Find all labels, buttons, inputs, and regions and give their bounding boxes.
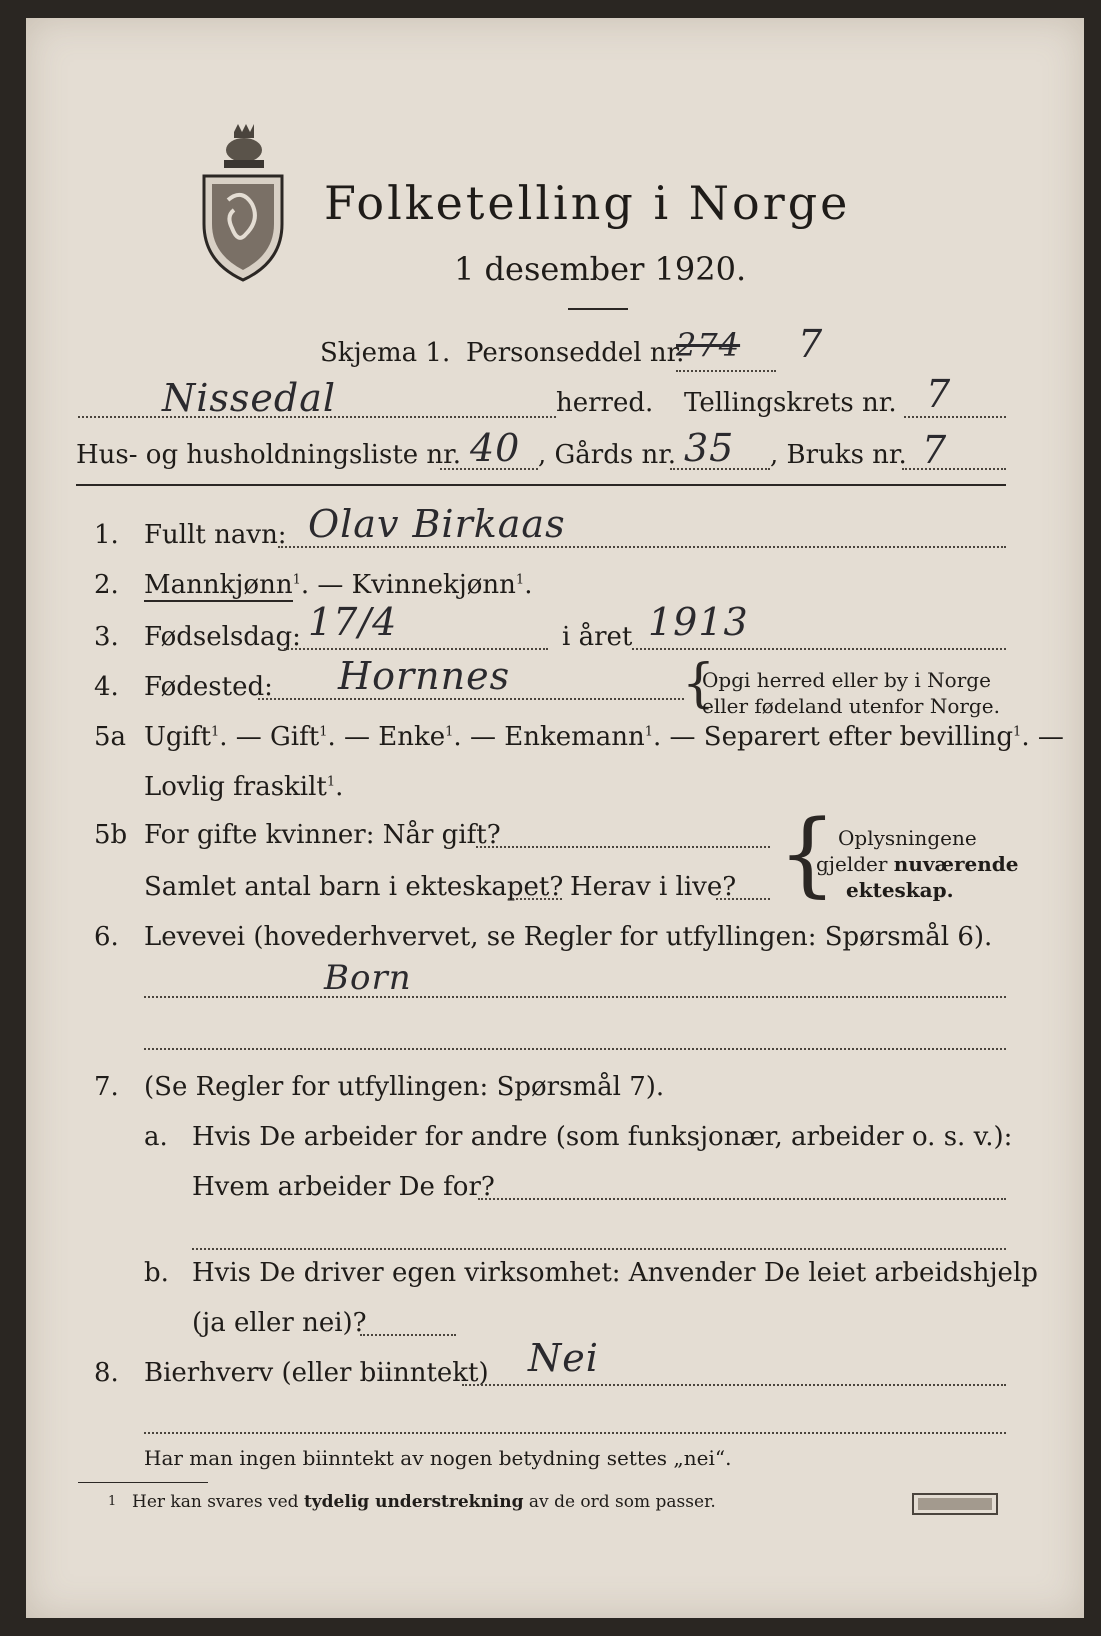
q3-year-line — [632, 648, 1006, 650]
q1-number: 1. — [94, 520, 119, 550]
tellingskrets-label: Tellingskrets nr. — [684, 388, 897, 418]
q4-line — [258, 698, 684, 700]
q7a-field-1 — [478, 1198, 1006, 1200]
q4-number: 4. — [94, 672, 119, 702]
gards-value: 35 — [684, 426, 735, 470]
q3-number: 3. — [94, 622, 119, 652]
q3-label: Fødselsdag: — [144, 622, 301, 652]
header-divider — [76, 484, 1006, 486]
q4-note-1: Opgi herred eller by i Norge — [702, 668, 991, 692]
q6-line-1 — [144, 996, 1006, 998]
q6-number: 6. — [94, 922, 119, 952]
side-income-value: Nei — [528, 1336, 599, 1380]
tellingskrets-value: 7 — [926, 372, 952, 416]
personseddel-line — [676, 370, 776, 372]
bruks-label: , Bruks nr. — [770, 440, 907, 470]
census-form — [26, 18, 1084, 1618]
q6-line-2 — [144, 1048, 1006, 1050]
q5b-line-2b-field — [716, 898, 770, 900]
herred-label: herred. — [556, 388, 654, 418]
q8-line-2 — [144, 1432, 1006, 1434]
q8-label: Bierhverv (eller biinntekt) — [144, 1358, 489, 1388]
q5b-note-3: ekteskap. — [846, 878, 954, 902]
bruks-line — [902, 468, 1006, 470]
q2-options: Mannkjønn$^1$. — Kvinnekjønn$^1$. — [144, 570, 533, 600]
birthday-value: 17/4 — [308, 600, 398, 644]
q8-line-1 — [462, 1384, 1006, 1386]
q5b-note-1: Oplysningene — [838, 826, 977, 850]
gards-label: , Gårds nr. — [538, 440, 677, 470]
q5b-line-1: For gifte kvinner: Når gift? — [144, 820, 501, 850]
skjema-label: Skjema 1. — [320, 338, 451, 368]
q7-label: (Se Regler for utfyllingen: Spørsmål 7). — [144, 1072, 665, 1102]
title-divider — [568, 308, 628, 310]
q4-label: Fødested: — [144, 672, 273, 702]
option-kvinnekjonn: Kvinnekjønn — [351, 570, 516, 600]
personseddel-struck-value: 274 — [676, 326, 741, 364]
full-name-value: Olav Birkaas — [308, 502, 566, 546]
q8-number: 8. — [94, 1358, 119, 1388]
q1-line — [278, 546, 1006, 548]
personseddel-label: Personseddel nr. — [466, 338, 685, 368]
q7a-line-1: Hvis De arbeider for andre (som funksjonær, arbeider o. s. v.): — [192, 1122, 1013, 1152]
personseddel-value: 7 — [798, 322, 824, 366]
birth-year-value: 1913 — [648, 600, 749, 644]
herred-value: Nissedal — [162, 376, 337, 420]
q5b-line-1-field — [476, 846, 770, 848]
q4-brace: { — [682, 654, 716, 714]
q5b-note-2: gjelder nuværende — [816, 852, 1019, 876]
footnote-text: Her kan svares ved tydelig understrekning av de ord som passer. — [132, 1492, 716, 1512]
q7b-letter: b. — [144, 1258, 169, 1288]
form-date: 1 desember 1920. — [454, 250, 747, 288]
q5a-options-2: Lovlig fraskilt$^1$. — [144, 772, 344, 802]
option-mannkjonn: Mannkjønn — [144, 570, 293, 600]
husholdning-value: 40 — [470, 426, 521, 470]
q7a-line-2: Hvem arbeider De for? — [192, 1172, 495, 1202]
q5a-options: Ugift$^1$. — Gift$^1$. — Enke$^1$. — Enkemann$^1$. — Separert efter bevilling$^1$. — — [144, 722, 1064, 752]
q7b-line-2: (ja eller nei)? — [192, 1308, 367, 1338]
footnote-mark: 1 — [108, 1494, 117, 1509]
tellingskrets-line — [904, 416, 1006, 418]
printer-stamp-icon — [912, 1492, 998, 1516]
q7a-field-2 — [192, 1248, 1006, 1250]
form-title: Folketelling i Norge — [324, 176, 851, 230]
q2-number: 2. — [94, 570, 119, 600]
q7b-line-1: Hvis De driver egen virksomhet: Anvender De leiet arbeidshjelp — [192, 1258, 1038, 1288]
q1-label: Fullt navn: — [144, 520, 287, 550]
q5b-line-2: Samlet antal barn i ekteskapet? — [144, 872, 564, 902]
q3-line — [284, 648, 548, 650]
q5b-brace: { — [778, 800, 837, 907]
q5a-number: 5a — [94, 722, 127, 752]
footnote-divider — [78, 1482, 208, 1483]
occupation-value: Born — [324, 958, 412, 998]
bruks-value: 7 — [922, 428, 948, 472]
husholdning-label: Hus- og husholdningsliste nr. — [76, 440, 462, 470]
q7-number: 7. — [94, 1072, 119, 1102]
q5b-number: 5b — [94, 820, 128, 850]
coat-of-arms-icon — [198, 124, 288, 282]
q7a-letter: a. — [144, 1122, 168, 1152]
q5b-line-2b: Herav i live? — [570, 872, 737, 902]
birthplace-value: Hornnes — [338, 654, 511, 698]
nei-note: Har man ingen biinntekt av nogen betydning settes „nei“. — [144, 1446, 732, 1470]
q6-label: Levevei (hovederhvervet, se Regler for utfyllingen: Spørsmål 6). — [144, 922, 993, 952]
q7b-field — [360, 1334, 456, 1336]
q3-year-label: i året — [562, 622, 633, 652]
herred-line — [78, 416, 556, 418]
q4-note-2: eller fødeland utenfor Norge. — [702, 694, 1000, 718]
q5b-line-2-field — [508, 898, 562, 900]
